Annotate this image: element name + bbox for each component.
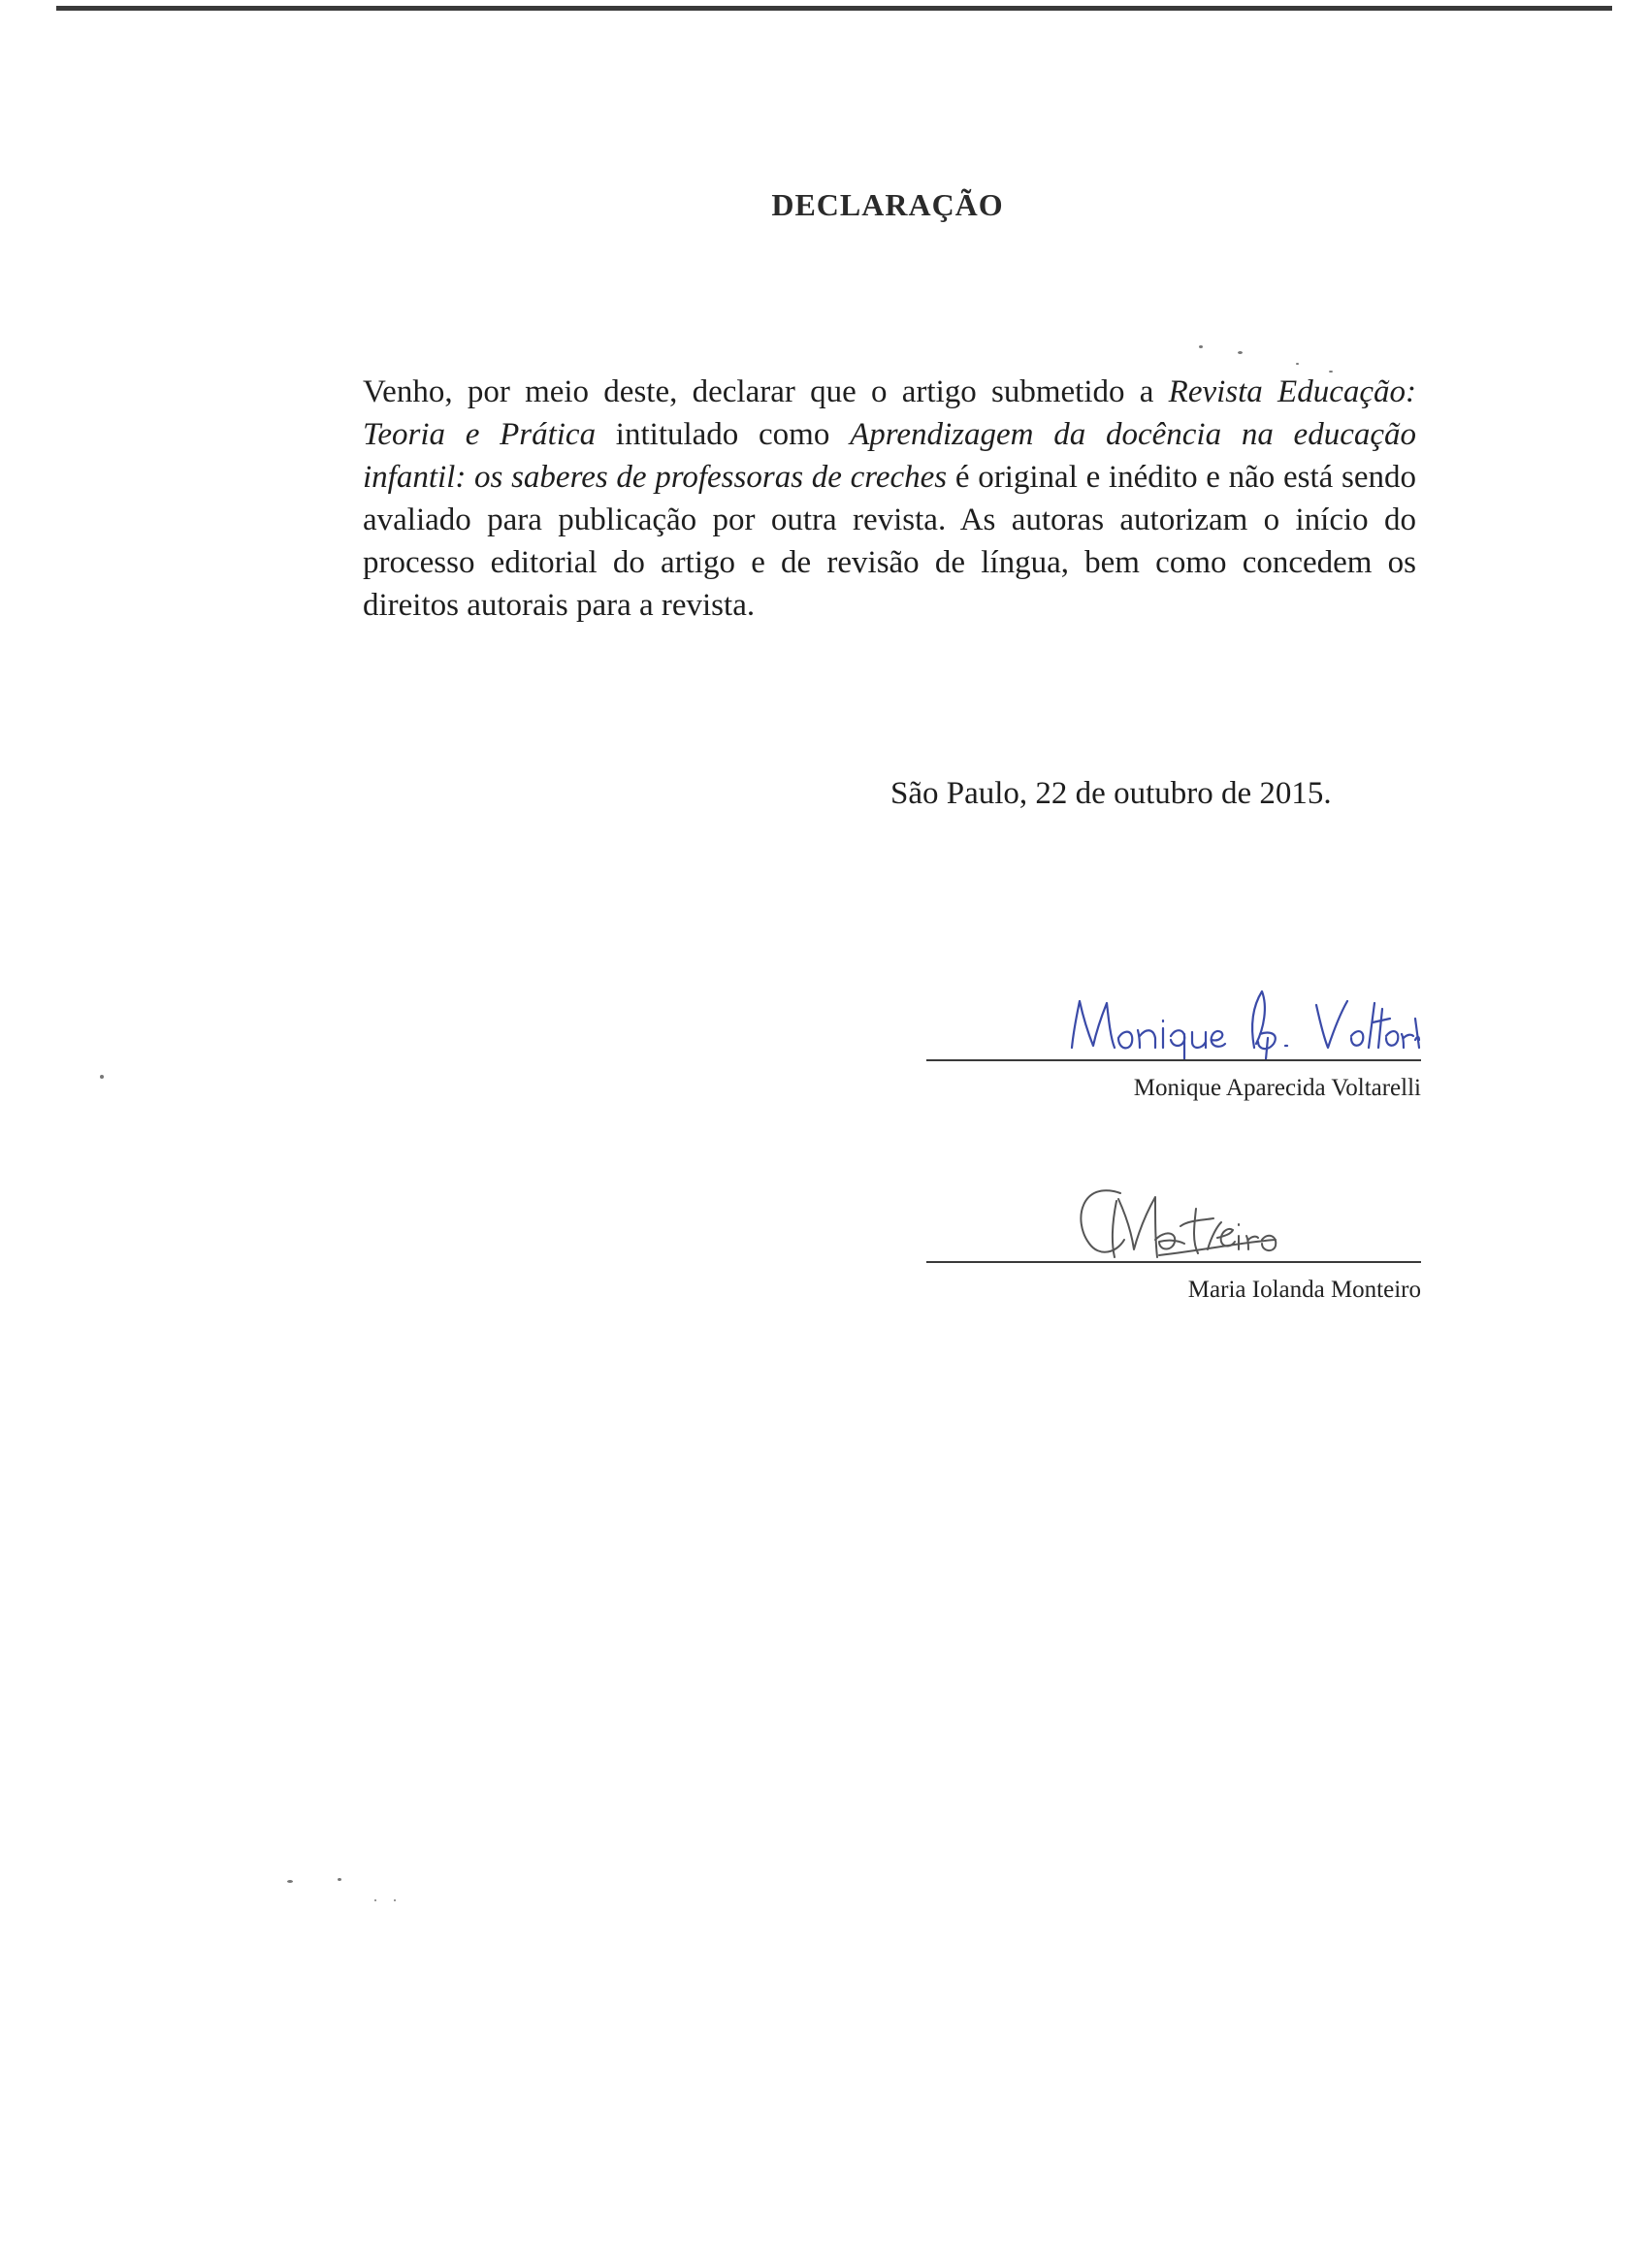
signature-line bbox=[926, 1059, 1421, 1061]
handwritten-signature-monteiro bbox=[926, 1182, 1421, 1261]
scan-speck bbox=[1199, 345, 1203, 348]
signer-name-2: Maria Iolanda Monteiro bbox=[1187, 1277, 1421, 1303]
signature-block-voltarelli bbox=[926, 980, 1421, 1102]
journal-name: Revista Educação: Teoria e Prática bbox=[363, 374, 1416, 452]
scan-speck bbox=[1329, 371, 1333, 373]
scan-speck bbox=[338, 1878, 341, 1881]
body-text-part-3: é original e inédito e não está sendo avaliado para publicação por outra revista. As autoras autorizam o início do processo editorial do artigo e de revisão de língua, bem como concedem os direitos autorais para a revista. bbox=[363, 460, 1416, 623]
body-text-part-2: intitulado como bbox=[596, 417, 851, 452]
scan-speck bbox=[394, 1899, 396, 1901]
handwritten-signature-voltarelli bbox=[926, 980, 1421, 1059]
signature-line bbox=[926, 1261, 1421, 1263]
declaration-paragraph bbox=[363, 371, 1416, 627]
article-title: Aprendizagem da docência na educação infantil: os saberes de professoras de creches bbox=[363, 417, 1416, 495]
body-text-part-1: Venho, por meio deste, declarar que o artigo submetido a bbox=[363, 374, 1169, 409]
document-title: DECLARAÇÃO bbox=[771, 187, 1004, 222]
scan-speck bbox=[100, 1075, 104, 1079]
scan-speck bbox=[1238, 351, 1243, 354]
scan-speck bbox=[374, 1899, 376, 1901]
scan-speck bbox=[287, 1880, 293, 1883]
place-and-date: São Paulo, 22 de outubro de 2015. bbox=[890, 776, 1332, 811]
top-border-line bbox=[56, 6, 1612, 11]
signer-name-1: Monique Aparecida Voltarelli bbox=[1133, 1075, 1421, 1101]
signature-block-monteiro bbox=[926, 1182, 1421, 1304]
scan-speck bbox=[1296, 363, 1299, 365]
